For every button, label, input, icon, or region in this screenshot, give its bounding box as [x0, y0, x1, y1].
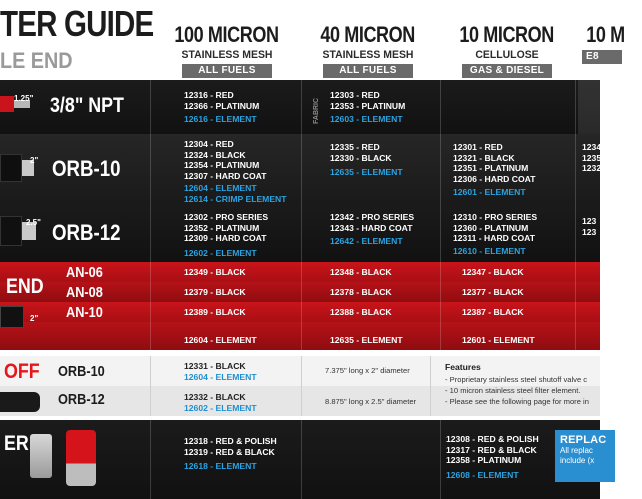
part-list: [330, 90, 405, 125]
column-micron: 100 MICRON: [174, 22, 280, 47]
column-header-10-micron-cellulose: [440, 24, 574, 78]
part-number: 12302 - PRO SERIES: [184, 212, 269, 222]
valve-image: [0, 392, 40, 412]
column-micron: 40 MICRON: [320, 22, 416, 47]
part-number: 12311 - HARD COAT: [453, 233, 535, 244]
element-part-number: 12604 - ELEMENT: [184, 335, 257, 345]
part-number: 12335 - RED: [330, 142, 380, 152]
part-number: 123: [582, 216, 597, 226]
fitting-label: AN-10: [66, 304, 103, 321]
part-number: 12332 - BLACK: [184, 392, 246, 402]
row-an08: [0, 282, 600, 302]
element-part-number: 12602 - ELEMENT: [184, 247, 257, 258]
fitting-label: ORB-12: [52, 220, 121, 245]
column-material: STAINLESS MESH: [181, 49, 273, 61]
part-number: 12343 - HARD COAT: [330, 222, 413, 233]
part-number: 12387 - BLACK: [462, 307, 524, 317]
row-orb12: [0, 204, 600, 262]
part-number: 12389 - BLACK: [184, 307, 246, 317]
fitting-label: AN-08: [66, 284, 103, 301]
fitting-label: AN-06: [66, 264, 103, 281]
part-number: 12324 - BLACK: [184, 149, 246, 160]
part-number: 12301 - RED: [453, 142, 503, 152]
part-number: 12317 - RED & BLACK: [446, 444, 537, 455]
fitting-image: [0, 216, 22, 246]
fitting-label: ORB-10: [58, 363, 105, 380]
part-number: 12378 - BLACK: [330, 287, 392, 297]
part-list: [330, 212, 414, 247]
filter-canister-image: [30, 434, 52, 478]
column-micron: 10 MICRON: [459, 22, 555, 47]
part-number: 12348 - BLACK: [330, 267, 392, 277]
fuel-badge: GAS & DIESEL: [462, 64, 552, 78]
part-number: 1234: [582, 142, 602, 152]
dimension-note: 8.875" long x 2.5" diameter: [325, 397, 417, 406]
part-number: 12318 - RED & POLISH: [184, 436, 277, 446]
part-number: 12366 - PLATINUM: [184, 100, 260, 111]
fitting-image: [0, 96, 14, 112]
fitting-image: [0, 306, 24, 328]
part-number: 123: [582, 226, 597, 237]
replacement-text: All replac: [560, 446, 593, 455]
fuel-badge: ALL FUELS: [323, 64, 413, 78]
element-part-number: 12614 - CRIMP ELEMENT: [184, 193, 287, 204]
part-number: 12310 - PRO SERIES: [453, 212, 538, 222]
part-list: [330, 142, 403, 178]
part-number: 12308 - RED & POLISH: [446, 434, 539, 444]
part-number: 12347 - BLACK: [462, 267, 524, 277]
element-part-number: 12604 - ELEMENT: [184, 371, 257, 382]
dimension-label: 2": [30, 314, 39, 323]
row-an-elements: [0, 322, 600, 350]
element-part-number: 12610 - ELEMENT: [453, 245, 526, 256]
replacement-title: REPLAC: [560, 434, 607, 446]
section-label: ER: [4, 432, 29, 455]
page-subtitle: LE END: [0, 48, 73, 73]
part-number: 12306 - HARD COAT: [453, 173, 536, 184]
part-list: [184, 436, 277, 472]
part-number: 12319 - RED & BLACK: [184, 446, 275, 457]
part-number: 12358 - PLATINUM: [446, 455, 522, 466]
element-part-number: 12635 - ELEMENT: [330, 167, 403, 178]
fitting-label: ORB-10: [52, 156, 121, 181]
part-number: 12354 - PLATINUM: [184, 160, 260, 171]
element-part-number: 12601 - ELEMENT: [453, 187, 526, 198]
row-an06: [0, 262, 600, 282]
column-material: CELLULOSE: [475, 49, 539, 61]
part-number: 12321 - BLACK: [453, 152, 515, 163]
section-label: END: [6, 275, 44, 298]
part-list: [453, 142, 535, 198]
part-number: 12309 - HARD COAT: [184, 233, 267, 244]
replacement-callout: [555, 430, 615, 482]
part-list: [184, 392, 257, 413]
part-number: 12307 - HARD COAT: [184, 170, 267, 181]
part-list: [184, 212, 268, 258]
part-number: 12316 - RED: [184, 90, 234, 100]
element-part-number: 12618 - ELEMENT: [184, 461, 257, 472]
part-number: 12352 - PLATINUM: [184, 222, 260, 233]
dimension-label: 1.25": [14, 94, 34, 103]
fuel-badge: ALL FUELS: [182, 64, 272, 78]
fitting-label: ORB-12: [58, 391, 105, 408]
element-part-number: 12616 - ELEMENT: [184, 114, 257, 125]
feature-item: - Proprietary stainless steel shutoff valve c: [445, 375, 588, 384]
part-list: [184, 90, 259, 125]
column-header-100-micron: [160, 24, 294, 78]
dimension-note: 7.375" long x 2" diameter: [325, 366, 410, 375]
part-number: 12331 - BLACK: [184, 361, 246, 371]
row-orb10: [0, 134, 600, 204]
element-part-number: 12604 - ELEMENT: [184, 183, 257, 194]
element-part-number: 12635 - ELEMENT: [330, 335, 403, 345]
column-header-10-micron-e85: [582, 24, 642, 64]
dimension-label: 2": [30, 156, 39, 165]
section-label: OFF: [4, 360, 40, 383]
element-part-number: 12608 - ELEMENT: [446, 469, 519, 480]
filter-canister-image: [66, 430, 96, 486]
part-number: 1235: [582, 152, 602, 163]
column-material: STAINLESS MESH: [322, 49, 414, 61]
part-list: [446, 434, 539, 480]
fitting-label: 3/8" NPT: [50, 94, 124, 117]
part-list: [582, 142, 601, 174]
fitting-image: [0, 154, 22, 182]
element-part-number: 12642 - ELEMENT: [330, 236, 403, 247]
part-number: 12330 - BLACK: [330, 152, 392, 163]
element-part-number: 12603 - ELEMENT: [330, 114, 403, 125]
part-number: 12304 - RED: [184, 139, 234, 149]
part-number: 12349 - BLACK: [184, 267, 246, 277]
element-part-number: 12602 - ELEMENT: [184, 402, 257, 413]
part-number: 12377 - BLACK: [462, 287, 524, 297]
row-an10: [0, 302, 600, 322]
part-number: 12351 - PLATINUM: [453, 163, 529, 174]
page-title: TER GUIDE: [0, 3, 154, 44]
part-list: [453, 212, 537, 256]
part-number: 12342 - PRO SERIES: [330, 212, 415, 222]
features-panel: [445, 362, 589, 407]
element-part-number: 12601 - ELEMENT: [462, 335, 535, 345]
part-number: 12353 - PLATINUM: [330, 100, 406, 111]
features-title: Features: [445, 362, 481, 372]
part-number: 12360 - PLATINUM: [453, 222, 529, 233]
row-canister: [0, 420, 600, 499]
part-number: 12388 - BLACK: [330, 307, 392, 317]
part-number: 12379 - BLACK: [184, 287, 246, 297]
part-list: [582, 216, 596, 237]
feature-item: - 10 micron stainless steel filter element.: [445, 386, 581, 395]
part-list: [184, 139, 287, 205]
part-number: 12303 - RED: [330, 90, 380, 100]
replacement-text: include (x: [560, 456, 595, 465]
fabric-tag: FABRIC: [313, 97, 320, 124]
part-number: 1232: [582, 163, 602, 174]
column-micron: 10 M: [586, 22, 625, 47]
part-list: [184, 361, 257, 382]
column-header-40-micron: [301, 24, 435, 78]
row-npt: [0, 80, 600, 134]
dimension-label: 2.5": [26, 218, 41, 227]
fuel-badge: E8: [582, 50, 622, 64]
feature-item: - Please see the following page for more in: [445, 397, 589, 406]
